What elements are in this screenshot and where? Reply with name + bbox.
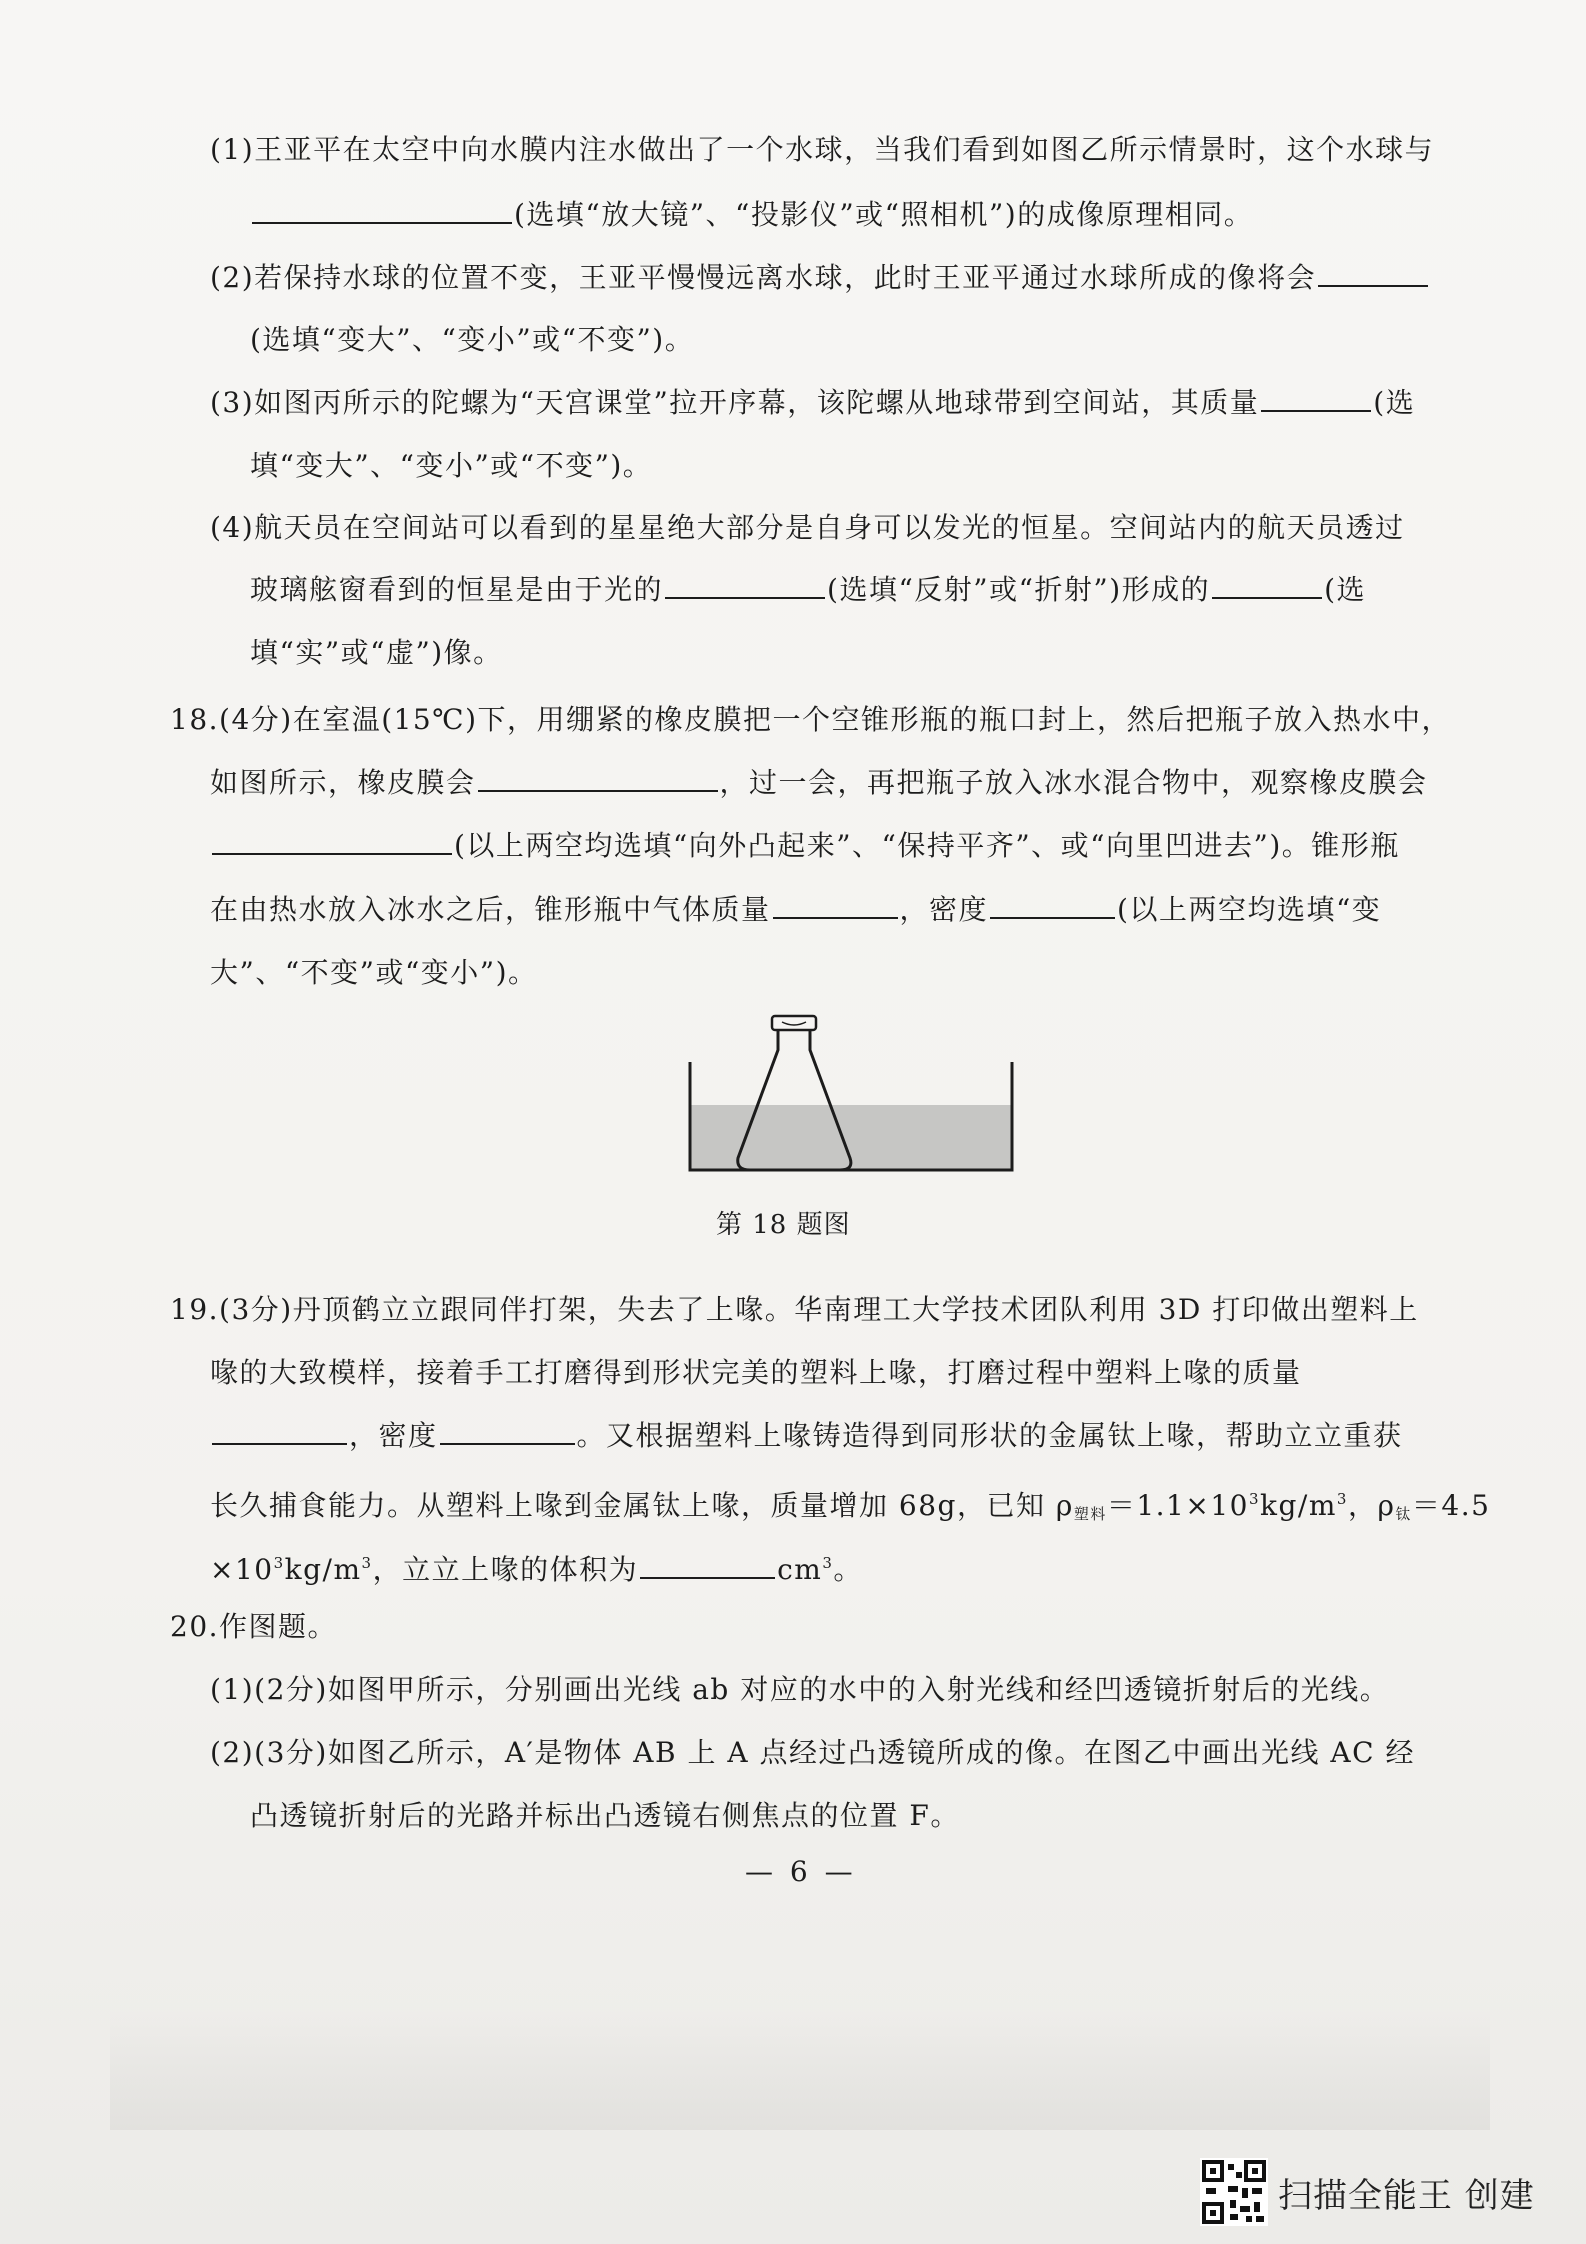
answer-blank[interactable] (252, 196, 512, 224)
q20-part2-line1: (2)(3分)如图乙所示，A′是物体 AB 上 A 点经过凸透镜所成的像。在图乙中画出光线 AC 经 (210, 1736, 1415, 1769)
answer-blank[interactable] (640, 1551, 775, 1579)
q18-line5: 大”、“不变”或“变小”)。 (210, 956, 538, 989)
q18-line2: 如图所示，橡皮膜会 ，过一会，再把瓶子放入冰水混合物中，观察橡皮膜会 (210, 766, 1428, 799)
figure-caption: 第 18 题图 (716, 1210, 851, 1240)
rubber-membrane (772, 1016, 816, 1030)
q19-line4: 长久捕食能力。从塑料上喙到金属钛上喙，质量增加 68g，已知 $\rho_{塑料}=1.1\times 10^3kg/m^3$，$\rho_钛=4.5$ (210, 1489, 1491, 1523)
q17-part2-line2: (选填“变大”、“变小”或“不变”)。 (250, 323, 695, 356)
scan-shadow (110, 2010, 1490, 2130)
q19-line1: 19.(3分)丹顶鹤立立跟同伴打架，失去了上喙。华南理工大学技术团队利用 3D 打印做出塑料上 (170, 1293, 1419, 1326)
answer-blank[interactable] (1212, 571, 1322, 599)
answer-blank[interactable] (1318, 259, 1428, 287)
q17-part3-line1: (3)如图丙所示的陀螺为“天宫课堂”拉开序幕，该陀螺从地球带到空间站，其质量 (选 (210, 386, 1416, 419)
page-number: — 6 — (745, 1855, 857, 1888)
q17-part1-line2: (选填“放大镜”、“投影仪”或“照相机”)的成像原理相同。 (250, 195, 1253, 235)
answer-blank[interactable] (478, 764, 718, 792)
answer-blank[interactable] (990, 891, 1115, 919)
q20-part1: (1)(2分)如图甲所示，分别画出光线 ab 对应的水中的入射光线和经凹透镜折射后的光线。 (210, 1673, 1390, 1706)
q19-line3: ，密度 。又根据塑料上喙铸造得到同形状的金属钛上喙，帮助立立重获 (210, 1416, 1403, 1456)
q19-line2: 喙的大致模样，接着手工打磨得到形状完美的塑料上喙，打磨过程中塑料上喙的质量 (210, 1356, 1302, 1389)
qr-code-icon (1200, 2158, 1268, 2226)
answer-blank[interactable] (440, 1417, 575, 1445)
q20-part2-line2: 凸透镜折射后的光路并标出凸透镜右侧焦点的位置 F。 (250, 1799, 960, 1832)
answer-blank[interactable] (665, 571, 825, 599)
answer-blank[interactable] (212, 1417, 347, 1445)
q17-part1-line1: (1)王亚平在太空中向水膜内注水做出了一个水球，当我们看到如图乙所示情景时，这个水球与 (210, 133, 1435, 166)
answer-blank[interactable] (1261, 384, 1371, 412)
answer-blank[interactable] (773, 891, 898, 919)
flask-in-water-figure (670, 1010, 1050, 1190)
q20-title: 20.作图题。 (170, 1610, 338, 1643)
q17-part2-line1: (2)若保持水球的位置不变，王亚平慢慢远离水球，此时王亚平通过水球所成的像将会 (210, 258, 1430, 298)
q18-line1: 18.(4分)在室温(15℃)下，用绷紧的橡皮膜把一个空锥形瓶的瓶口封上，然后把瓶子放入热水中， (170, 703, 1451, 736)
scanner-watermark (1200, 2158, 1535, 2226)
q17-part4-line2: 玻璃舷窗看到的恒星是由于光的 (选填“反射”或“折射”)形成的 (选 (250, 573, 1367, 606)
q19-line5: $\times 10^3kg/m^3$，立立上喙的体积为 $cm^3$。 (210, 1553, 863, 1586)
q17-part4-line3: 填“实”或“虚”)像。 (250, 636, 503, 669)
q17-part4-line1: (4)航天员在空间站可以看到的星星绝大部分是自身可以发光的恒星。空间站内的航天员透过 (210, 511, 1405, 544)
q17-part3-line2: 填“变大”、“变小”或“不变”)。 (250, 449, 653, 482)
q18-line4: 在由热水放入冰水之后，锥形瓶中气体质量 ，密度 (以上两空均选填“变 (210, 893, 1382, 926)
watermark-text: 扫描全能王 创建 (1278, 2175, 1535, 2216)
q18-line3: (以上两空均选填“向外凸起来”、“保持平齐”、或“向里凹进去”)。锥形瓶 (210, 826, 1400, 866)
answer-blank[interactable] (212, 827, 452, 855)
